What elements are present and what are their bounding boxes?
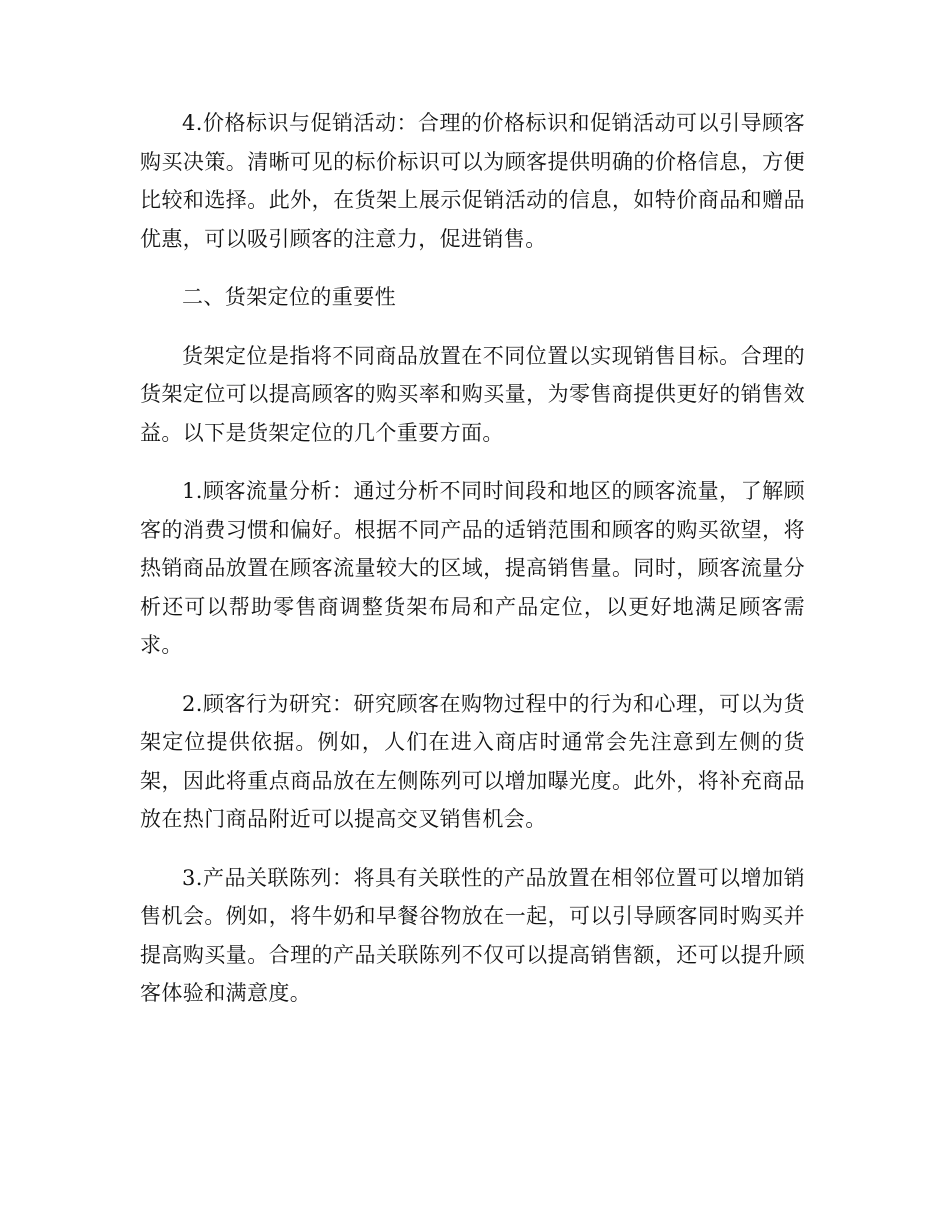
paragraph-price-labeling: 4.价格标识与促销活动：合理的价格标识和促销活动可以引导顾客购买决策。清晰可见的标价标识可以为顾客提供明确的价格信息，方便比较和选择。此外，在货架上展示促销活动的信息，如特价商品和赠品优惠，可以吸引顾客的注意力，促进销售。 [140,111,805,251]
paragraph-customer-flow: 1.顾客流量分析：通过分析不同时间段和地区的顾客流量，了解顾客的消费习惯和偏好。根据不同产品的适销范围和顾客的购买欲望，将热销商品放置在顾客流量较大的区域，提高销售量。同时，顾客流量分析还可以帮助零售商调整货架布局和产品定位，以更好地满足顾客需求。 [140,479,805,657]
paragraph-shelf-positioning-intro: 货架定位是指将不同商品放置在不同位置以实现销售目标。合理的货架定位可以提高顾客的购买率和购买量，为零售商提供更好的销售效益。以下是货架定位的几个重要方面。 [140,343,805,445]
paragraph-product-association: 3.产品关联陈列：将具有关联性的产品放置在相邻位置可以增加销售机会。例如，将牛奶和早餐谷物放在一起，可以引导顾客同时购买并提高购买量。合理的产品关联陈列不仅可以提高销售额，还可以提升顾客体验和满意度。 [140,865,805,1005]
document-body [140,104,805,1033]
paragraph-customer-behavior: 2.顾客行为研究：研究顾客在购物过程中的行为和心理，可以为货架定位提供依据。例如，人们在进入商店时通常会先注意到左侧的货架，因此将重点商品放在左侧陈列可以增加曝光度。此外，将补充商品放在热门商品附近可以提高交叉销售机会。 [140,691,805,831]
section-heading: 二、货架定位的重要性 [182,285,396,309]
